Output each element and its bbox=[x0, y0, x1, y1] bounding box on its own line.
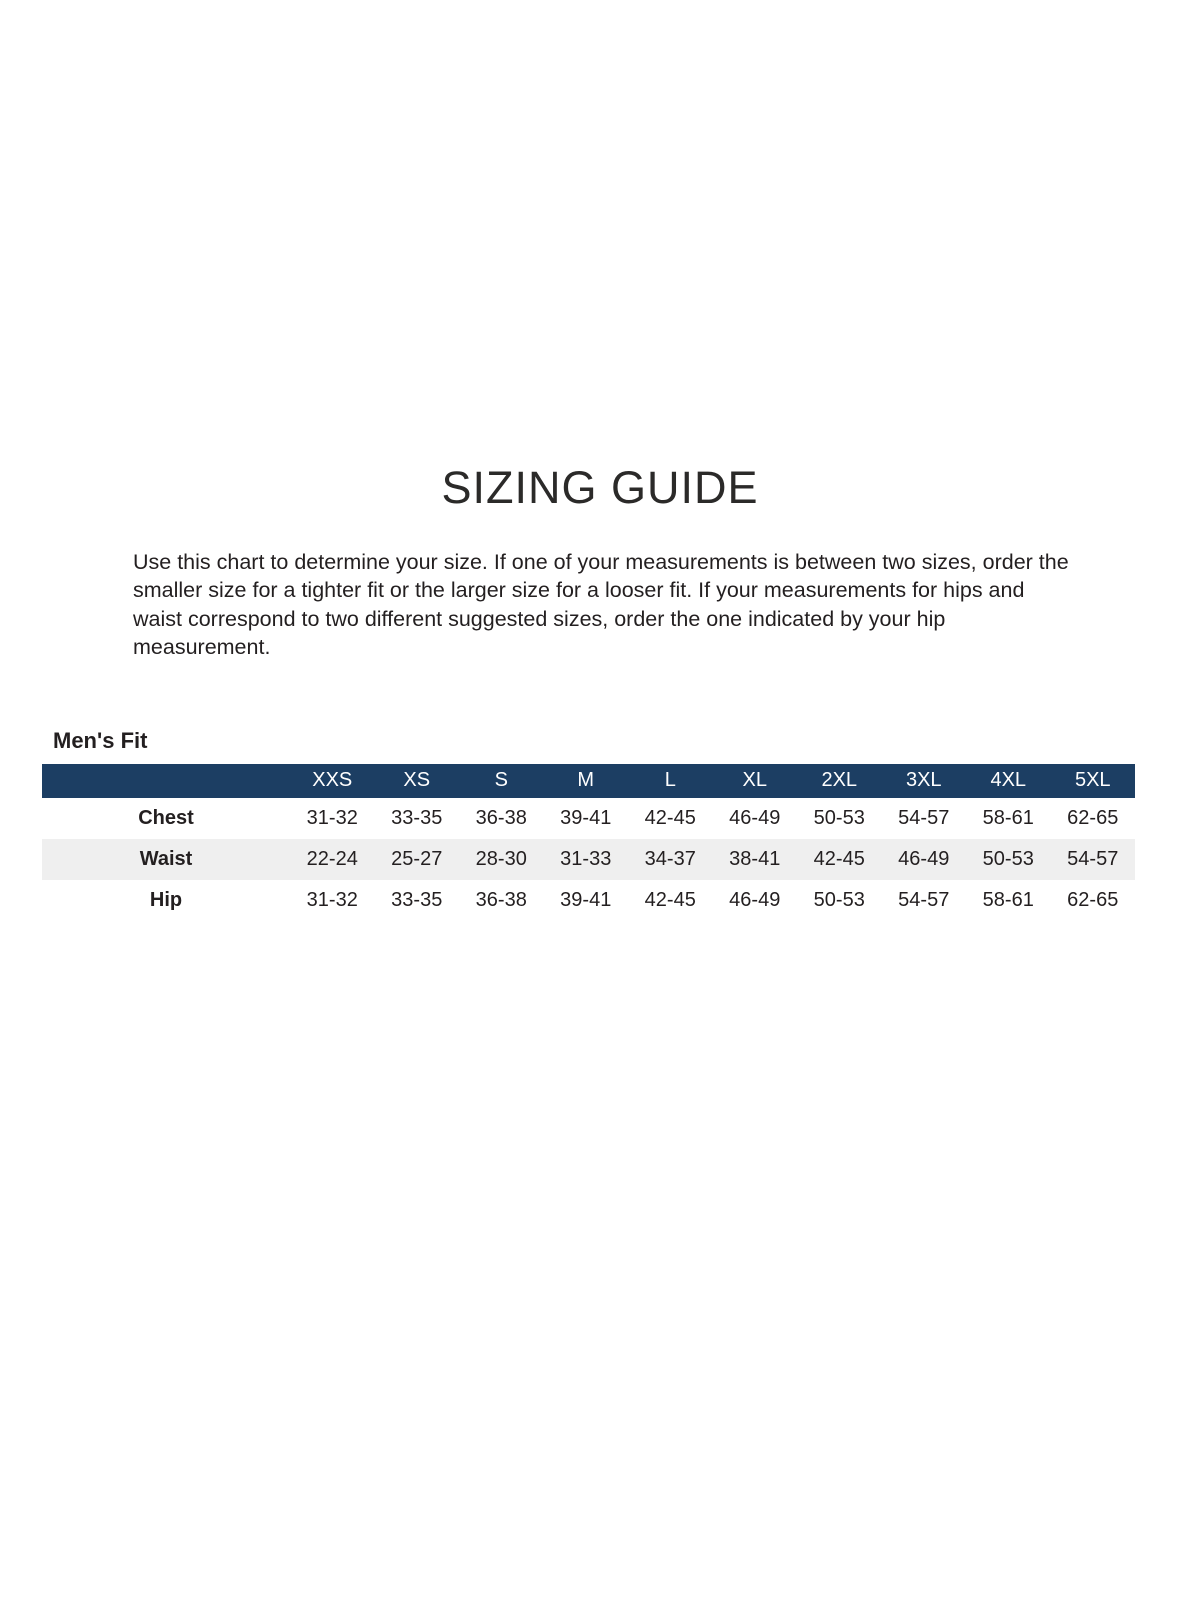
chest-value-2xl: 50-53 bbox=[813, 806, 865, 829]
row-label-waist: Waist bbox=[139, 847, 193, 870]
chest-value-l: 42-45 bbox=[644, 806, 696, 829]
hip-value-4xl: 58-61 bbox=[982, 888, 1034, 911]
header-row bbox=[42, 764, 1135, 798]
hip-value-m: 39-41 bbox=[560, 888, 612, 911]
hip-value-3xl: 54-57 bbox=[898, 888, 950, 911]
waist-value-xxs: 22-24 bbox=[306, 847, 358, 870]
chest-value-3xl: 54-57 bbox=[898, 806, 950, 829]
hip-value-xs: 33-35 bbox=[391, 888, 443, 911]
chest-value-xxs: 31-32 bbox=[306, 806, 358, 829]
column-header-4xl: 4XL bbox=[966, 764, 1051, 798]
row-label-hip: Hip bbox=[149, 888, 183, 911]
column-header-3xl: 3XL bbox=[882, 764, 967, 798]
page-title: SIZING GUIDE bbox=[441, 462, 759, 513]
hip-value-xxs: 31-32 bbox=[306, 888, 358, 911]
hip-value-s: 36-38 bbox=[475, 888, 527, 911]
chest-value-xl: 46-49 bbox=[729, 806, 781, 829]
column-header-xs: XS bbox=[375, 764, 460, 798]
waist-value-l: 34-37 bbox=[644, 847, 696, 870]
table-row-chest bbox=[42, 798, 1135, 839]
hip-value-l: 42-45 bbox=[644, 888, 696, 911]
column-header-s: S bbox=[459, 764, 544, 798]
hip-value-xl: 46-49 bbox=[729, 888, 781, 911]
chest-value-s: 36-38 bbox=[475, 806, 527, 829]
header-corner-cell bbox=[42, 764, 290, 798]
column-header-m: M bbox=[544, 764, 629, 798]
waist-value-5xl: 54-57 bbox=[1067, 847, 1119, 870]
waist-value-m: 31-33 bbox=[560, 847, 612, 870]
row-label-chest: Chest bbox=[138, 806, 194, 829]
waist-value-3xl: 46-49 bbox=[898, 847, 950, 870]
size-chart-header bbox=[42, 764, 1135, 798]
chest-value-m: 39-41 bbox=[560, 806, 612, 829]
column-header-xxs: XXS bbox=[290, 764, 375, 798]
hip-value-5xl: 62-65 bbox=[1067, 888, 1119, 911]
column-header-l: L bbox=[628, 764, 713, 798]
column-header-xl: XL bbox=[713, 764, 798, 798]
chest-value-4xl: 58-61 bbox=[982, 806, 1034, 829]
section-label-mens-fit: Men's Fit bbox=[53, 727, 148, 753]
size-chart-body bbox=[42, 798, 1135, 921]
size-chart-table bbox=[42, 764, 1135, 921]
hip-value-2xl: 50-53 bbox=[813, 888, 865, 911]
intro-paragraph: Use this chart to determine your size. If one of your measurements is between two sizes, order the smaller size for a tighter fit or the larger size for a looser fit. If your measurements for hips and waist correspond to two different suggested sizes, order the one indicated by your hip measurement. bbox=[133, 550, 1069, 660]
table-row-waist bbox=[42, 839, 1135, 880]
table-row-hip bbox=[42, 880, 1135, 921]
column-header-5xl: 5XL bbox=[1051, 764, 1136, 798]
waist-value-xs: 25-27 bbox=[391, 847, 443, 870]
waist-value-s: 28-30 bbox=[475, 847, 527, 870]
column-header-2xl: 2XL bbox=[797, 764, 882, 798]
waist-value-xl: 38-41 bbox=[729, 847, 781, 870]
waist-value-4xl: 50-53 bbox=[982, 847, 1034, 870]
chest-value-5xl: 62-65 bbox=[1067, 806, 1119, 829]
waist-value-2xl: 42-45 bbox=[813, 847, 865, 870]
chest-value-xs: 33-35 bbox=[391, 806, 443, 829]
